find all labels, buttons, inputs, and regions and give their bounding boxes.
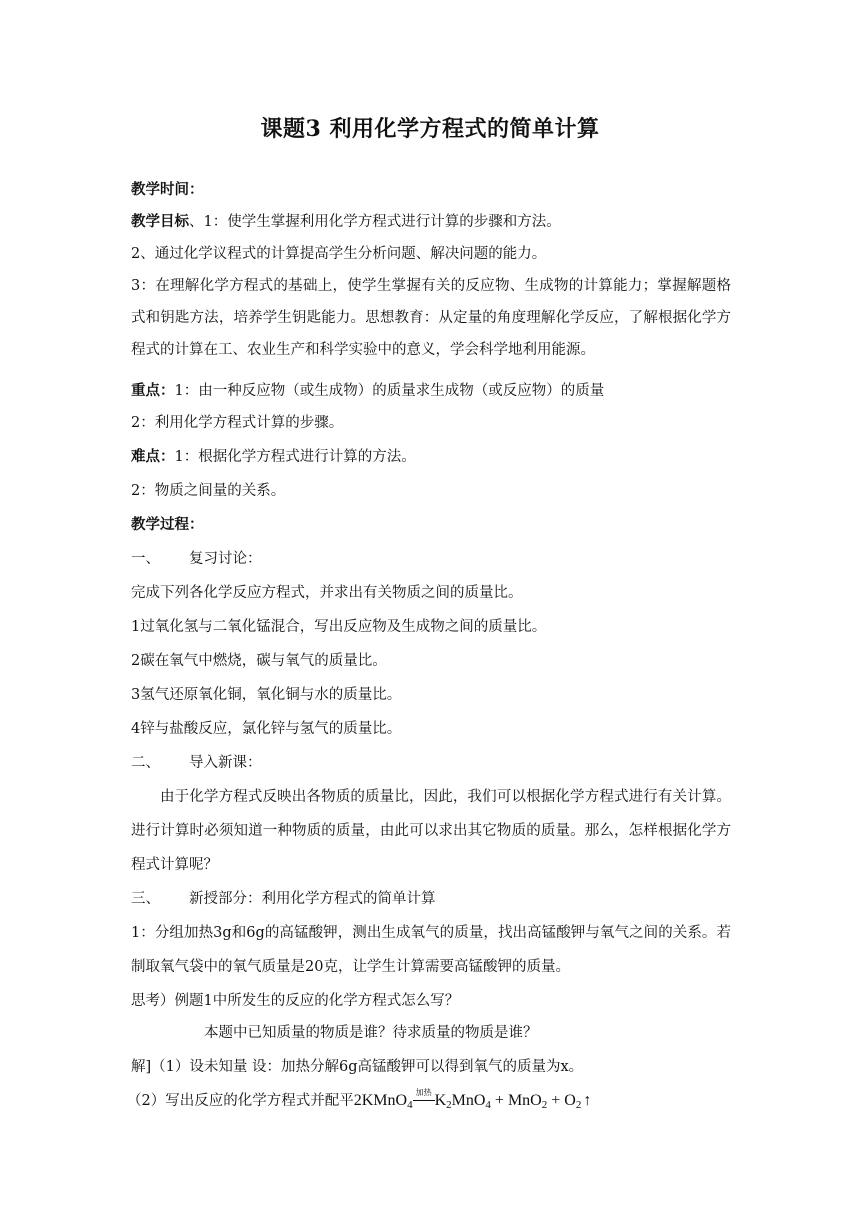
section1-item-4: 4锌与盐酸反应，氯化锌与氢气的质量比。 (131, 721, 402, 737)
difficulty-2: 2：物质之间量的关系。 (131, 483, 286, 499)
difficulty-1 (131, 447, 416, 467)
solution-step-1: 解]（1）设未知量 设：加热分解6g高锰酸钾可以得到氧气的质量为x。 (131, 1059, 584, 1075)
difficulty-text-1: 1：根据化学方程式进行计算的方法。 (174, 449, 416, 465)
think-question-1: 思考）例题1中所发生的反应的化学方程式怎么写？ (131, 993, 460, 1009)
key-point-text-1: 1：由一种反应物（或生成物）的质量求生成物（或反应物）的质量 (174, 383, 605, 399)
eq-product1-mno: MnO (451, 1092, 486, 1109)
eq-product1-subscript-a: 2 (446, 1099, 452, 1111)
section2-heading (131, 753, 262, 773)
key-points-label: 重点： (131, 382, 175, 399)
section2-number: 二、 (131, 755, 160, 771)
eq-product2: + MnO (490, 1092, 542, 1109)
section2-title: 导入新课： (189, 755, 262, 771)
gas-arrow-icon: ↑ (583, 1092, 592, 1109)
section2-paragraph: 由于化学方程式反映出各物质的质量比，因此，我们可以根据化学方程式进行有关计算。进行计算时必须知道一种物质的质量，由此可以求出其它物质的质量。那么，怎样根据化学方程式计算呢？ (131, 789, 731, 873)
objective-item-1 (131, 212, 561, 232)
eq-product1-subscript-b: 4 (485, 1099, 491, 1111)
eq-reactant-subscript: 4 (407, 1099, 413, 1111)
step2-text: （2）写出反应的化学方程式并配平 (127, 1093, 354, 1109)
section1-item-3: 3氢气还原氧化铜，氧化铜与水的质量比。 (131, 687, 402, 703)
eq-reactant: 2KMnO (353, 1092, 408, 1109)
eq-condition-label: 加热 (415, 1088, 432, 1097)
section1-item-1: 1过氧化氢与二氧化锰混合，写出反应物及生成物之间的质量比。 (131, 619, 547, 635)
section1-item-2: 2碳在氧气中燃烧，碳与氧气的质量比。 (131, 653, 387, 669)
eq-product1-k: K (434, 1092, 447, 1109)
objective-text-1: 、1：使学生掌握利用化学方程式进行计算的步骤和方法。 (189, 214, 561, 230)
objective-item-2: 2、通过化学议程式的计算提高学生分析问题、解决问题的能力。 (131, 246, 547, 262)
difficulties-label: 难点： (131, 448, 175, 465)
objective-item-3: 3：在理解化学方程式的基础上，使学生掌握有关的反应物、生成物的计算能力；掌握解题格式和钥匙方法，培养学生钥匙能力。思想教育：从定量的角度理解化学反应，了解根据化学方程式的计算在工、农业生产和科学实验中的意义，学会科学地利用能源。 (131, 278, 731, 358)
key-point-2: 2：利用化学方程式计算的步骤。 (131, 415, 344, 431)
section3-number: 三、 (131, 891, 160, 907)
objectives-label: 教学目标 (131, 213, 189, 230)
section1-title: 复习讨论： (189, 551, 262, 567)
eq-product3: + O (547, 1092, 576, 1109)
eq-product2-subscript: 2 (541, 1099, 548, 1111)
section1-number: 一、 (131, 551, 160, 567)
solution-step-2 (127, 1088, 592, 1111)
section3-title: 新授部分：利用化学方程式的简单计算 (189, 891, 436, 907)
section1-intro: 完成下列各化学反应方程式，并求出有关物质之间的质量比。 (131, 585, 523, 601)
section3-heading (131, 889, 436, 909)
section3-paragraph: 1：分组加热3g和6g的高锰酸钾，测出生成氧气的质量，找出高锰酸钾与氧气之间的关系。若制取氧气袋中的氧气质量是20克，让学生计算需要高锰酸钾的质量。 (131, 925, 731, 975)
eq-product3-subscript: 2 (575, 1099, 582, 1111)
think-question-2: 本题中已知质量的物质是谁？待求质量的物质是谁？ (204, 1025, 538, 1041)
process-label: 教学过程： (131, 516, 204, 533)
section1-heading (131, 549, 262, 569)
chemical-equation (353, 1088, 592, 1111)
key-point-1 (131, 381, 604, 401)
teaching-time-label: 教学时间： (131, 181, 204, 198)
document-title: 课题3 利用化学方程式的简单计算 (260, 116, 600, 142)
eq-condition-line (413, 1100, 435, 1101)
